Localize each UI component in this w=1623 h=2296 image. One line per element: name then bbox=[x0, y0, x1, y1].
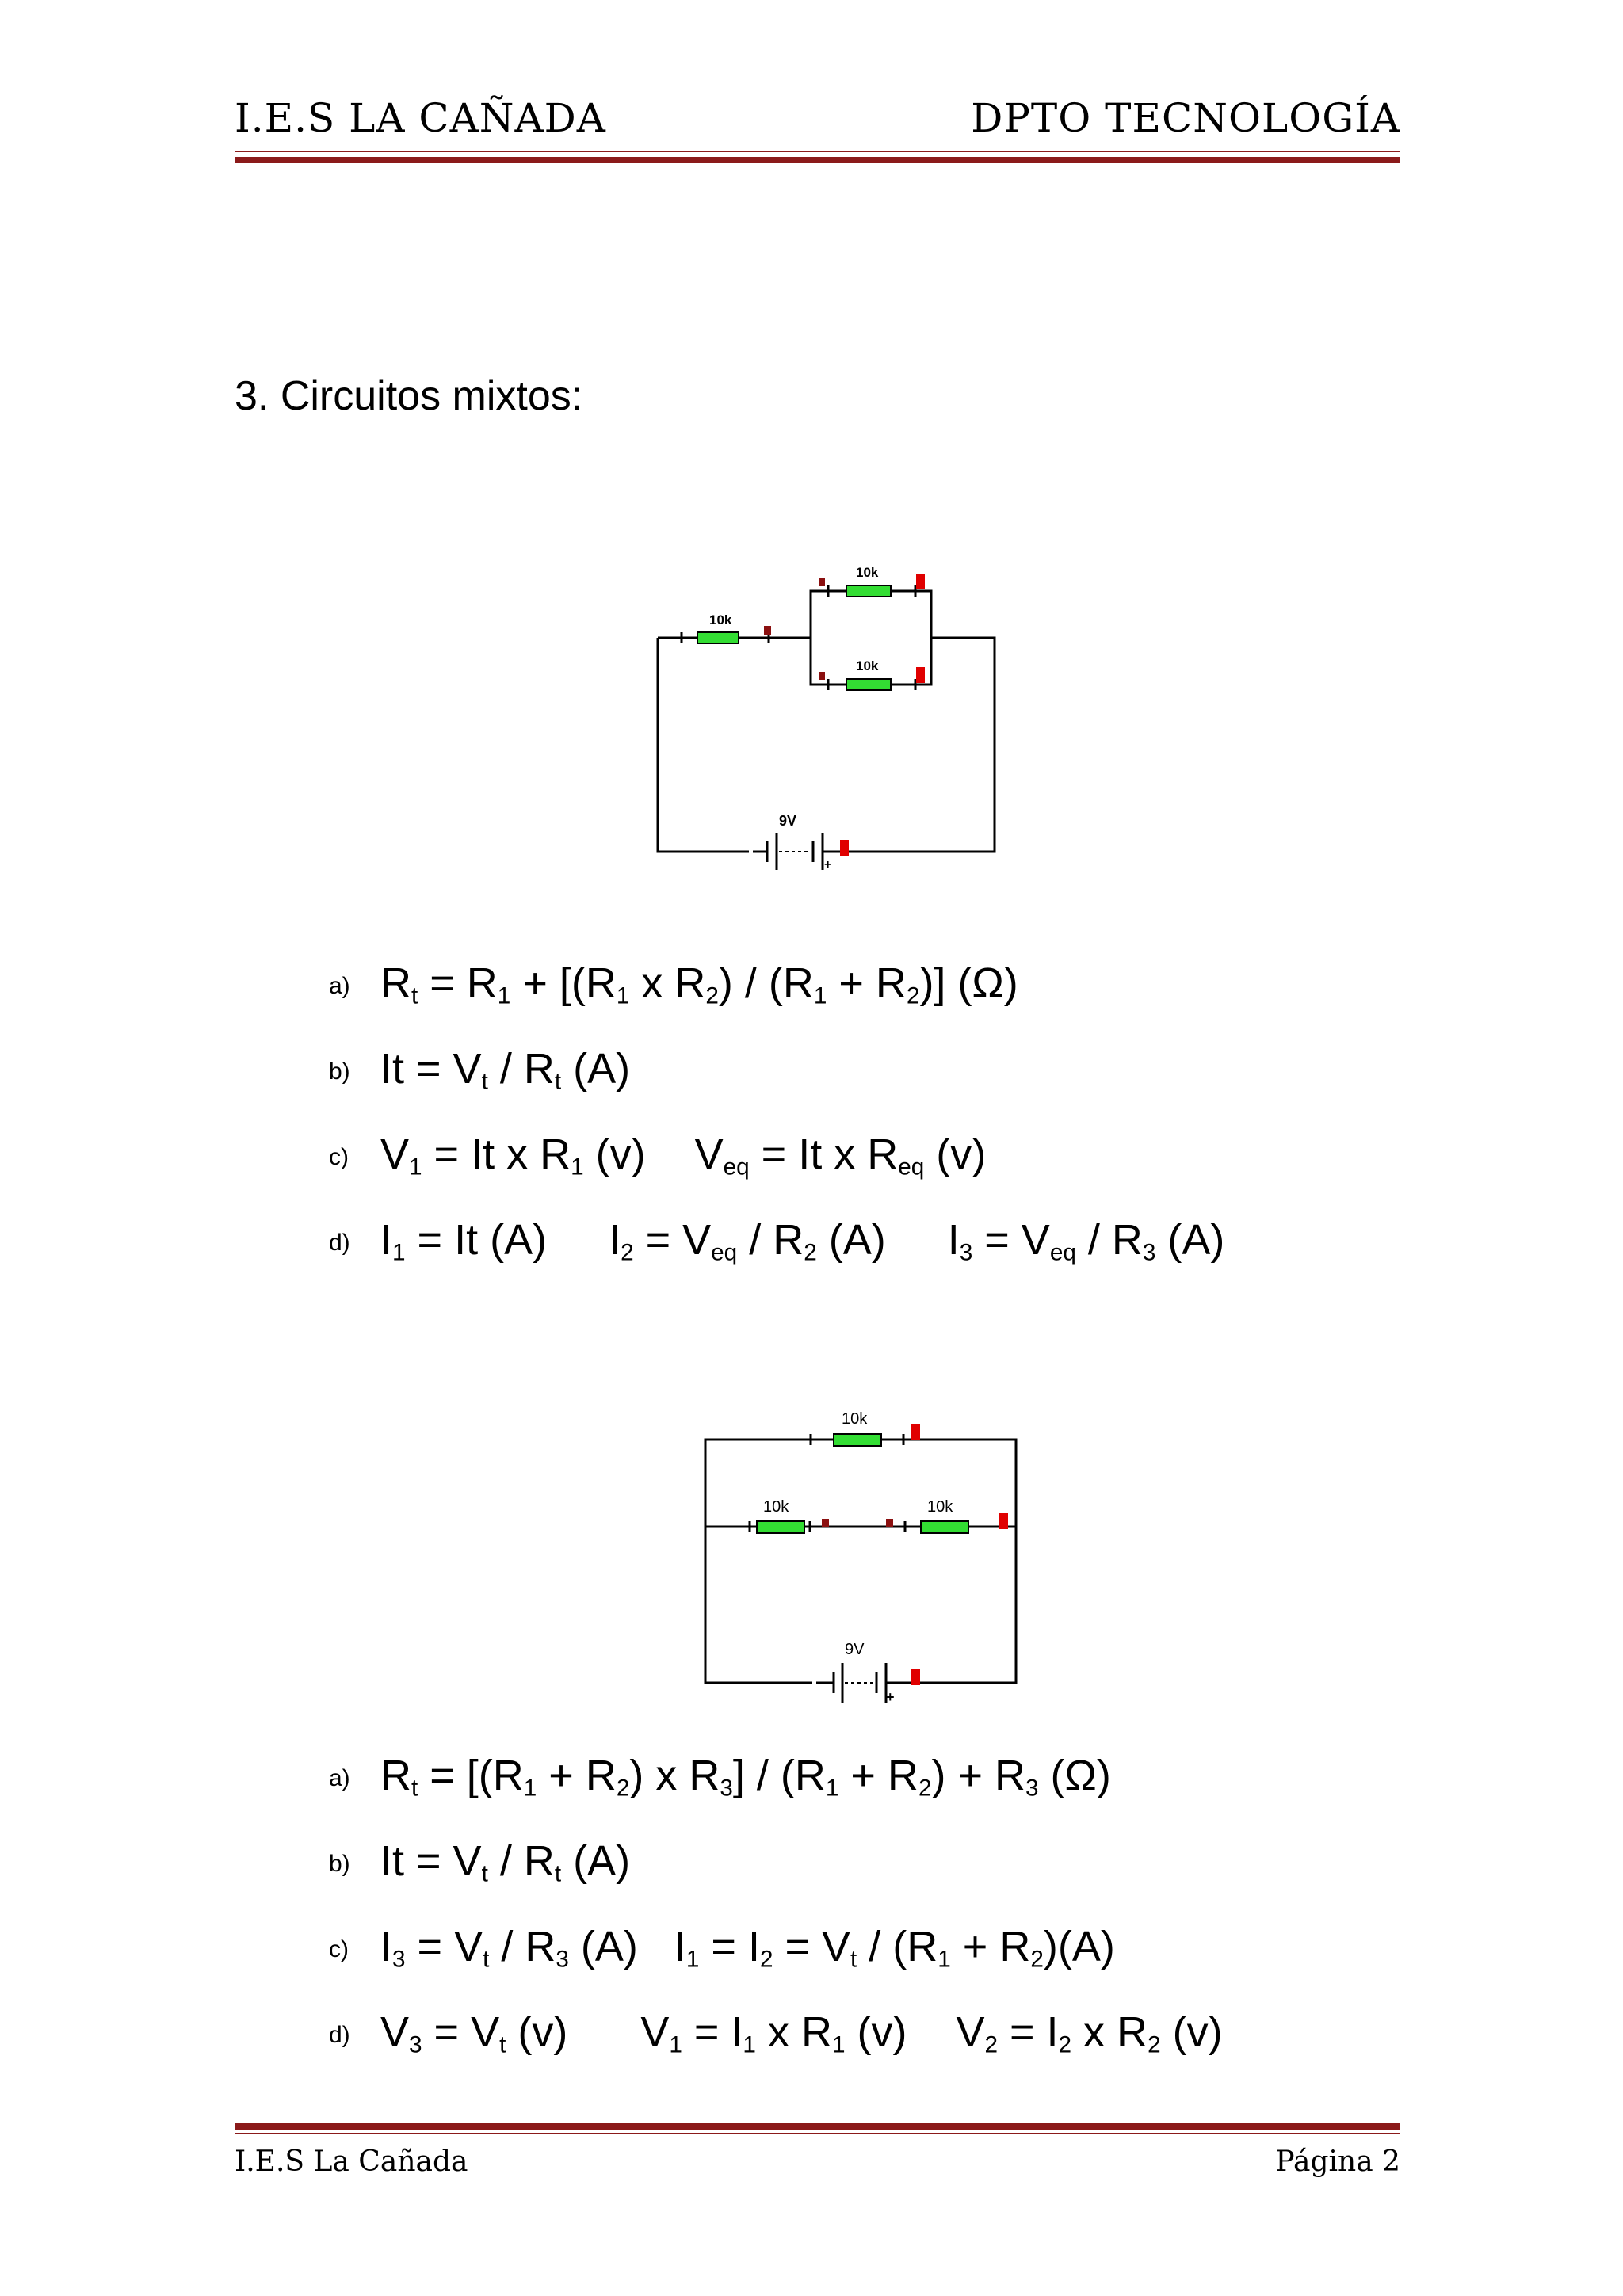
label-mid-right-resistor: 10k bbox=[927, 1498, 953, 1516]
item-label: c) bbox=[329, 1936, 349, 1962]
item-label: d) bbox=[329, 2021, 350, 2048]
label-bottom-resistor: 10k bbox=[856, 658, 879, 673]
item-label: a) bbox=[329, 972, 350, 999]
circuit-diagram-2 bbox=[682, 1390, 1030, 1707]
formula-1c: c) $V_1 = It$ x $R_1$ (v) $V_{eq} = It$ x $R_{eq}$ (v) bbox=[329, 1131, 987, 1180]
header-rule-thin bbox=[235, 151, 1400, 152]
footer-rule-thick bbox=[235, 2123, 1400, 2130]
formula-1a: a) $R_t = R_1 + [(R_1$ x $R_2) / (R_1 + R_2)$] (Ω) bbox=[329, 959, 1018, 1009]
formula-1d: d) $I_1 = It$ (A) $I_2 = V_{eq} / R_2$ (A) $I_3 = V_{eq} / R_3$ (A) bbox=[329, 1216, 1225, 1266]
battery-plus-sign: + bbox=[886, 1689, 895, 1705]
item-label: b) bbox=[329, 1058, 350, 1085]
formula-2c: c) $I_3 = V_t / R_3$ (A) $I_1 = I_2 = V_t / (R_1 + R_2)(A)$ bbox=[329, 1923, 1115, 1973]
formula-2d: d) $V_3 = V_t$ (v) $V_1 = I_1$ x $R_1$ (v) $V_2 = I_2$ x $R_2$ (v) bbox=[329, 2008, 1223, 2058]
circuit-diagram-1 bbox=[634, 555, 1014, 871]
resistor-series bbox=[697, 632, 739, 643]
footer-page-number: Página 2 bbox=[1275, 2145, 1400, 2178]
label-series-resistor: 10k bbox=[709, 612, 732, 627]
header-left: I.E.S LA CAÑADA bbox=[235, 95, 606, 141]
resistor-parallel-top bbox=[846, 585, 891, 597]
item-label: a) bbox=[329, 1764, 350, 1791]
label-top-resistor: 10k bbox=[842, 1410, 868, 1428]
footer-rule-thin bbox=[235, 2133, 1400, 2134]
formula-1b: b) $It = V_t / R_t$ (A) bbox=[329, 1045, 631, 1095]
battery-plus-sign: + bbox=[824, 858, 832, 871]
label-mid-left-resistor: 10k bbox=[763, 1498, 789, 1516]
header-right: DPTO TECNOLOGÍA bbox=[971, 95, 1400, 141]
section-title: 3. Circuitos mixtos: bbox=[235, 373, 583, 419]
item-label: b) bbox=[329, 1850, 350, 1877]
label-top-resistor: 10k bbox=[856, 565, 879, 580]
resistor-mid-left bbox=[757, 1521, 804, 1533]
resistor-mid-right bbox=[921, 1521, 968, 1533]
label-battery: 9V bbox=[845, 1641, 865, 1658]
formula-2b: b) $It = V_t / R_t$ (A) bbox=[329, 1837, 631, 1887]
item-label: c) bbox=[329, 1143, 349, 1170]
item-label: d) bbox=[329, 1229, 350, 1256]
resistor-top bbox=[834, 1434, 881, 1446]
resistor-parallel-bottom bbox=[846, 679, 891, 690]
footer-left: I.E.S La Cañada bbox=[235, 2145, 468, 2178]
formula-2a: a) $R_t = [(R_1 + R_2)$ x $R_3] / (R_1 + R_2) + R_3$ (Ω) bbox=[329, 1752, 1111, 1802]
header-rule-thick bbox=[235, 157, 1400, 163]
label-battery: 9V bbox=[779, 813, 797, 829]
